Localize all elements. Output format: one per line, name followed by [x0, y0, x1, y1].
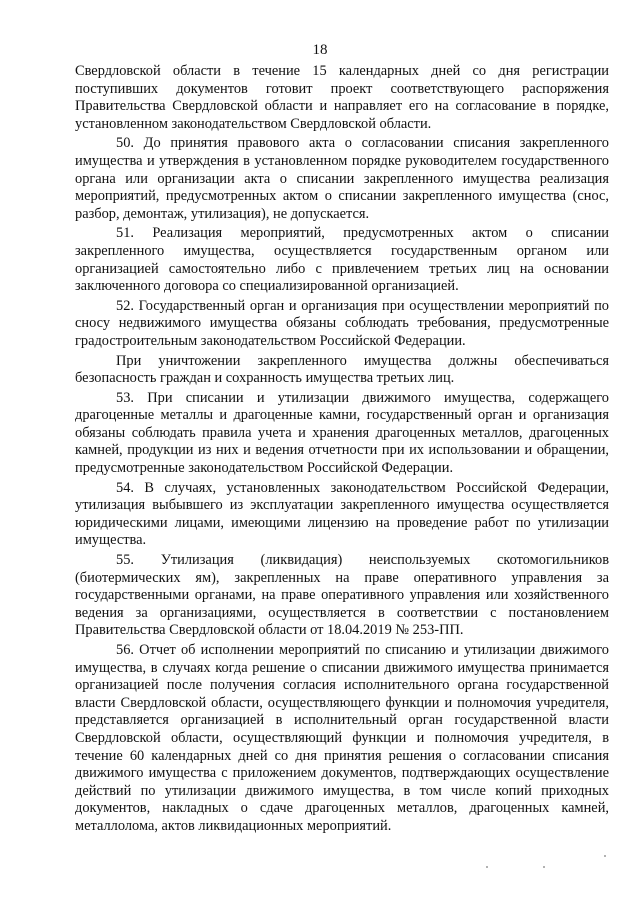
document-body	[75, 63, 609, 838]
paragraph-55: 55. Утилизация (ликвидация) неиспользуемых скотомогильников (биотермических ям), закрепленных на праве оперативного управления за государственными органами, на праве оперативного управления или хозяйственного ведения за организациями, осуществляется в соответствии с постановлением Правительства Свердловской области от 18.04.2019 № 253-ПП.	[75, 552, 609, 639]
paragraph-continuation: Свердловской области в течение 15 календарных дней со дня регистрации поступивших документов готовит проект соответствующего распоряжения Правительства Свердловской области и направляет его на согласование в порядке, установленном законодательством Свердловской области.	[75, 63, 609, 132]
paragraph-53: 53. При списании и утилизации движимого имущества, содержащего драгоценные металлы и драгоценные камни, государственный орган и организация обязаны соблюдать правила учета и хранения драгоценных металлов, драгоценных камней, продукции из них и ведения отчетности при их использовании и обращении, предусмотренные законодательством Российской Федерации.	[75, 389, 609, 477]
paragraph-56: 56. Отчет об исполнении мероприятий по списанию и утилизации движимого имущества, в случаях когда решение о списании движимого имущества принимается организацией после получения согласия исполнительного органа государственной власти Свердловской области, осуществляющего функции и полномочия учредителя, представляется организацией в исполнительный орган государственной власти Свердловской области, осуществляющий функции и полномочия учредителя, в течение 60 календарных дней со дня принятия решения о согласовании списания движимого имущества с приложением документов, подтверждающих осуществление действий по утилизации движимого имущества, в том числе копий приходных документов, накладных о сдаче драгоценных металлов, драгоценных камней, металлолома, актов ликвидационных мероприятий.	[75, 642, 609, 834]
scan-speck	[543, 866, 545, 868]
scan-speck	[486, 866, 488, 868]
scan-speck	[604, 855, 606, 857]
paragraph-52: 52. Государственный орган и организация при осуществлении мероприятий по сносу недвижимого имущества обязаны соблюдать требования, предусмотренные градостроительным законодательством Российской Федерации.	[75, 297, 609, 349]
paragraph-54: 54. В случаях, установленных законодательством Российской Федерации, утилизация выбывшего из эксплуатации закрепленного имущества осуществляется юридическими лицами, имеющими лицензию на проведение работ по утилизации имущества.	[75, 479, 609, 549]
paragraph-50: 50. До принятия правового акта о согласовании списания закрепленного имущества и утверждения в установленном порядке руководителем государственного органа или организации акта о списании закрепленного имущества реализация мероприятий, предусмотренных актом о списании закрепленного имущества (снос, разбор, демонтаж, утилизация), не допускается.	[75, 135, 609, 222]
page-number: 18	[312, 42, 328, 58]
paragraph-51: 51. Реализация мероприятий, предусмотренных актом о списании закрепленного имущества, осуществляется государственным органом или организацией самостоятельно либо с привлечением третьих лиц на основании заключенного договора со специализированной организацией.	[75, 225, 609, 295]
paragraph-52-destruction: При уничтожении закрепленного имущества должны обеспечиваться безопасность граждан и сохранность имущества третьих лиц.	[75, 352, 609, 387]
